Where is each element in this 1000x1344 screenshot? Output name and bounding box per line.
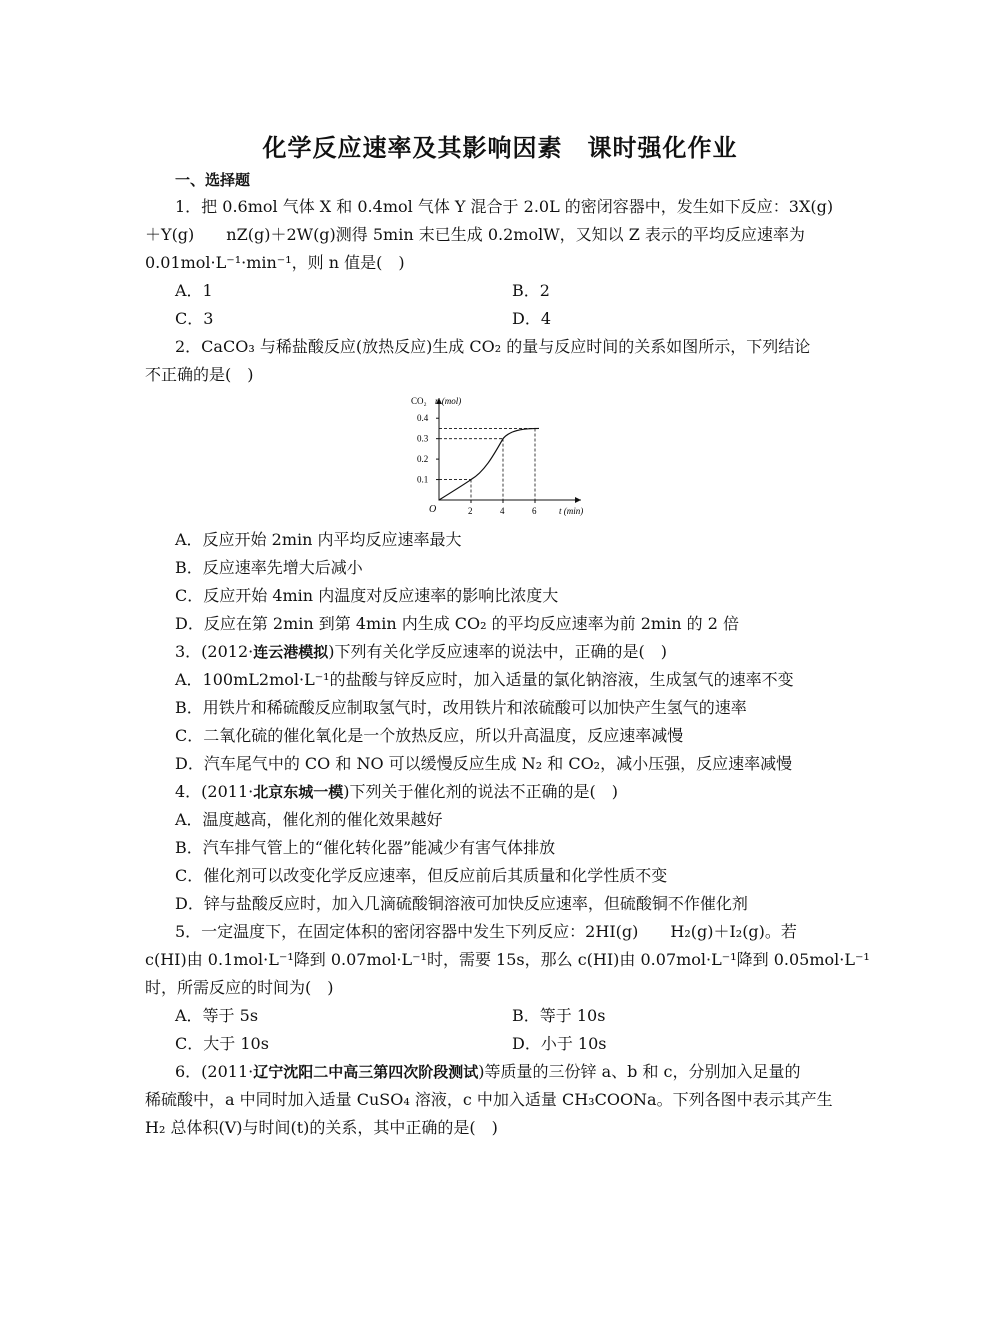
q1-option-d: D．4	[512, 309, 552, 328]
q2-option-b: B．反应速率先增大后减小	[175, 558, 363, 577]
series-line	[439, 428, 539, 500]
co2-time-chart	[405, 392, 584, 522]
q3-option-c: C．二氧化硫的催化氧化是一个放热反应，所以升高温度，反应速率减慢	[175, 726, 684, 745]
q4-option-c: C．催化剂可以改变化学反应速率，但反应前后其质量和化学性质不变	[175, 866, 668, 885]
q3-stem	[175, 638, 667, 666]
q3-option-b: B．用铁片和稀硫酸反应制取氢气时，改用铁片和浓硫酸可以加快产生氢气的速率	[175, 698, 747, 717]
origin-label: O	[429, 504, 437, 515]
q2-line-2: 不正确的是( )	[145, 365, 254, 384]
q4-stem-text: )下列关于催化剂的说法不正确的是( )	[343, 782, 618, 801]
q4-option-d: D．锌与盐酸反应时，加入几滴硫酸铜溶液可加快反应速率，但硫酸铜不作催化剂	[175, 894, 748, 913]
q6-stem-text: )等质量的三份锌 a、b 和 c，分别加入足量的	[478, 1062, 801, 1081]
q1-line-1: 1．把 0.6mol 气体 X 和 0.4mol 气体 Y 混合于 2.0L 的密闭容器中，发生如下反应：3X(g)	[175, 197, 834, 216]
q2-option-d: D．反应在第 2min 到第 4min 内生成 CO₂ 的平均反应速率为前 2min 的 2 倍	[175, 614, 739, 633]
q5-line-2: c(HI)由 0.1mol·L⁻¹降到 0.07mol·L⁻¹时，需要 15s，那么 c(HI)由 0.07mol·L⁻¹降到 0.05mol·L⁻¹	[145, 950, 870, 969]
q3-stem-text: )下列有关化学反应速率的说法中，正确的是( )	[328, 642, 667, 661]
section-heading: 一、选择题	[175, 171, 251, 189]
q1-option-b: B．2	[512, 281, 550, 300]
q6-stem	[175, 1058, 801, 1086]
x-tick-label: 6	[532, 506, 537, 516]
q5-option-d: D．小于 10s	[512, 1034, 607, 1053]
y-axis-label: n (mol)	[435, 396, 462, 406]
q1-line-3: 0.01mol·L⁻¹·min⁻¹，则 n 值是( )	[145, 253, 405, 272]
q5-option-c: C．大于 10s	[175, 1034, 269, 1053]
q1-line-2: ＋Y(g) nZ(g)＋2W(g)测得 5min 末已生成 0.2molW，又知以 Z 表示的平均反应速率为	[145, 225, 805, 244]
q3-stem-prefix: 3．(2012·	[175, 642, 254, 661]
x-tick-label: 2	[468, 506, 473, 516]
q5-option-b: B．等于 10s	[512, 1006, 606, 1025]
data-point	[534, 428, 535, 429]
y-axis-species: CO₂	[411, 396, 427, 406]
q2-option-c: C．反应开始 4min 内温度对反应速率的影响比浓度大	[175, 586, 559, 605]
q4-stem	[175, 778, 618, 806]
y-tick-label: 0.1	[417, 474, 429, 485]
q6-line-3: H₂ 总体积(V)与时间(t)的关系，其中正确的是( )	[145, 1118, 498, 1137]
q6-stem-prefix: 6．(2011·	[175, 1062, 254, 1081]
q2-line-1: 2．CaCO₃ 与稀盐酸反应(放热反应)生成 CO₂ 的量与反应时间的关系如图所示，下列结论	[175, 337, 811, 356]
y-tick-label: 0.2	[417, 454, 429, 465]
x-tick-label: 4	[500, 506, 505, 516]
y-tick-label: 0.3	[417, 433, 429, 444]
page-title: 化学反应速率及其影响因素 课时强化作业	[262, 134, 738, 162]
q1-option-a: A．1	[175, 281, 213, 300]
q4-option-b: B．汽车排气管上的“催化转化器”能减少有害气体排放	[175, 838, 556, 857]
q3-option-a: A．100mL2mol·L⁻¹的盐酸与锌反应时，加入适量的氯化钠溶液，生成氢气的速率不变	[175, 670, 794, 689]
q2-option-a: A．反应开始 2min 内平均反应速率最大	[175, 530, 462, 549]
q5-line-1: 5．一定温度下，在固定体积的密闭容器中发生下列反应：2HI(g) H₂(g)＋I₂(g)。若	[175, 922, 797, 941]
q6-line-2: 稀硫酸中，a 中同时加入适量 CuSO₄ 溶液，c 中加入适量 CH₃COONa。下列各图中表示其产生	[145, 1090, 833, 1109]
q5-line-3: 时，所需反应的时间为( )	[145, 978, 334, 997]
data-point	[470, 479, 471, 480]
x-axis-label: t (min)	[559, 506, 584, 516]
y-tick-label: 0.4	[417, 413, 429, 424]
data-point	[438, 499, 439, 500]
data-point	[502, 438, 503, 439]
q6-source: 辽宁沈阳二中高三第四次阶段测试	[253, 1063, 479, 1081]
q5-option-a: A．等于 5s	[175, 1006, 259, 1025]
q3-source: 连云港模拟	[253, 643, 329, 661]
q4-source: 北京东城一模	[253, 783, 344, 801]
q4-option-a: A．温度越高，催化剂的催化效果越好	[175, 810, 443, 829]
q1-option-c: C．3	[175, 309, 214, 328]
q3-option-d: D．汽车尾气中的 CO 和 NO 可以缓慢反应生成 N₂ 和 CO₂，减小压强，反应速率减慢	[175, 754, 793, 773]
q4-stem-prefix: 4．(2011·	[175, 782, 254, 801]
